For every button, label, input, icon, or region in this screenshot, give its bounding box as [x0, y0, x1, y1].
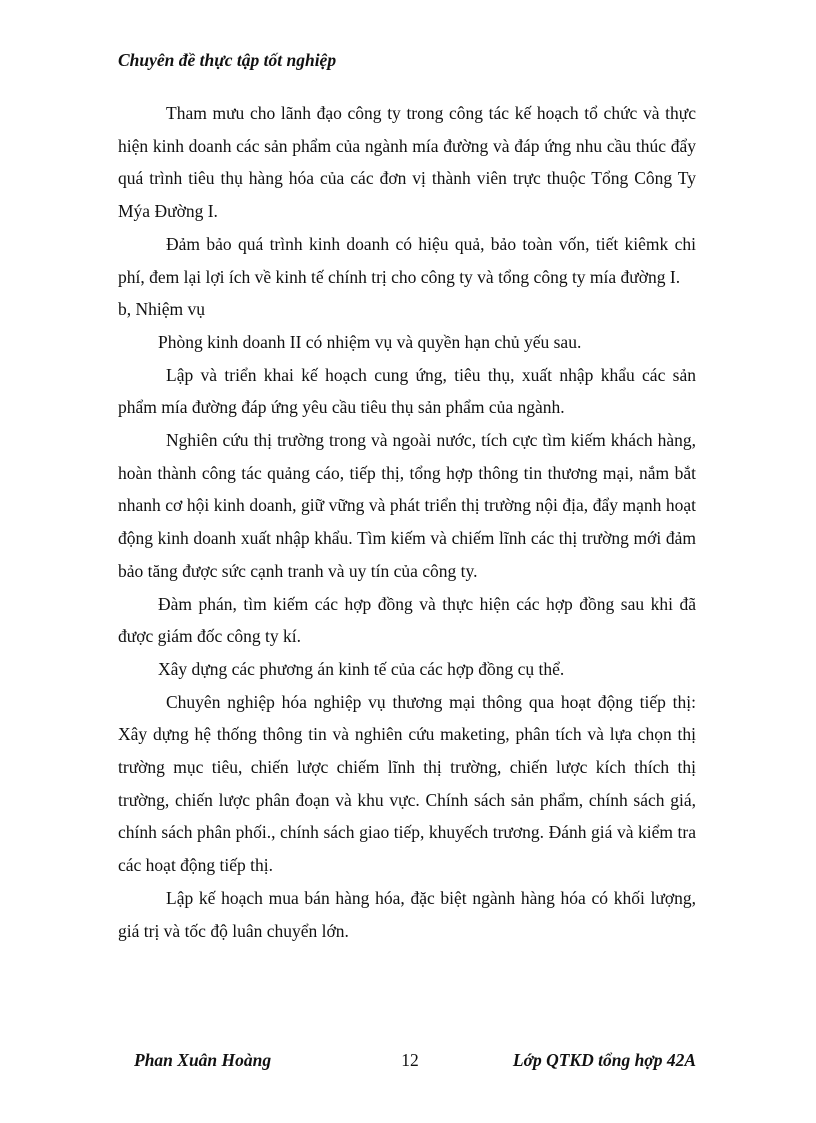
section-heading: b, Nhiệm vụ — [118, 299, 206, 320]
paragraph: Chuyên nghiệp hóa nghiệp vụ thương mại thông qua hoạt động tiếp thị: Xây dựng hệ thống thông tin và nghiên cứu maketing, phân tích và lựa chọn thị trường mục tiêu, chiến lược chiếm lĩnh thị trường, chiến lược kích thích thị trường, chiến lược phân đoạn và khu vực. Chính sách sản phẩm, chính sách giá, chính sách phân phối., chính sách giao tiếp, khuyếch trương. Đánh giá và kiểm tra các hoạt động tiếp thị. — [118, 691, 696, 876]
header-title: Chuyên đề thực tập tốt nghiệp — [118, 50, 337, 70]
paragraph: Nghiên cứu thị trường trong và ngoài nước, tích cực tìm kiếm khách hàng, hoàn thành công tác quảng cáo, tiếp thị, tổng hợp thông tin thương mại, nắm bắt nhanh cơ hội kinh doanh, giữ vững và phát triển thị trường nội địa, đẩy mạnh hoạt động kinh doanh xuất nhập khẩu. Tìm kiếm và chiếm lĩnh các thị trường mới đảm bảo tăng được sức cạnh tranh và uy tín của công ty. — [118, 430, 696, 581]
page-header — [118, 50, 336, 71]
document-body — [118, 97, 696, 947]
paragraph: Đàm phán, tìm kiếm các hợp đồng và thực hiện các hợp đồng sau khi đã được giám đốc công ty kí. — [118, 593, 696, 647]
paragraph: Đảm bảo quá trình kinh doanh có hiệu quả, bảo toàn vốn, tiết kiêmk chi phí, đem lại lợi ích về kinh tế chính trị cho công ty và tổng công ty mía đường I. — [118, 233, 696, 287]
paragraph: Lập và triển khai kế hoạch cung ứng, tiêu thụ, xuất nhập khẩu các sản phẩm mía đường đáp ứng yêu cầu tiêu thụ sản phẩm của ngành. — [118, 364, 696, 418]
page-number: 12 — [401, 1050, 419, 1070]
page-footer — [0, 1050, 816, 1076]
paragraph: Xây dựng các phương án kinh tế của các hợp đồng cụ thể. — [158, 658, 565, 679]
paragraph: Phòng kinh doanh II có nhiệm vụ và quyền hạn chủ yếu sau. — [158, 331, 582, 352]
footer-class-name: Lớp QTKD tổng hợp 42A — [512, 1050, 696, 1070]
paragraph: Tham mưu cho lãnh đạo công ty trong công tác kế hoạch tổ chức và thực hiện kinh doanh các sản phẩm của ngành mía đường và đáp ứng nhu cầu thúc đẩy quá trình tiêu thụ hàng hóa của các đơn vị thành viên trực thuộc Tổng Công Ty Mýa Đường I. — [118, 103, 696, 222]
footer-author: Phan Xuân Hoàng — [134, 1050, 272, 1070]
paragraph: Lập kế hoạch mua bán hàng hóa, đặc biệt ngành hàng hóa có khối lượng, giá trị và tốc độ luân chuyển lớn. — [118, 887, 696, 941]
